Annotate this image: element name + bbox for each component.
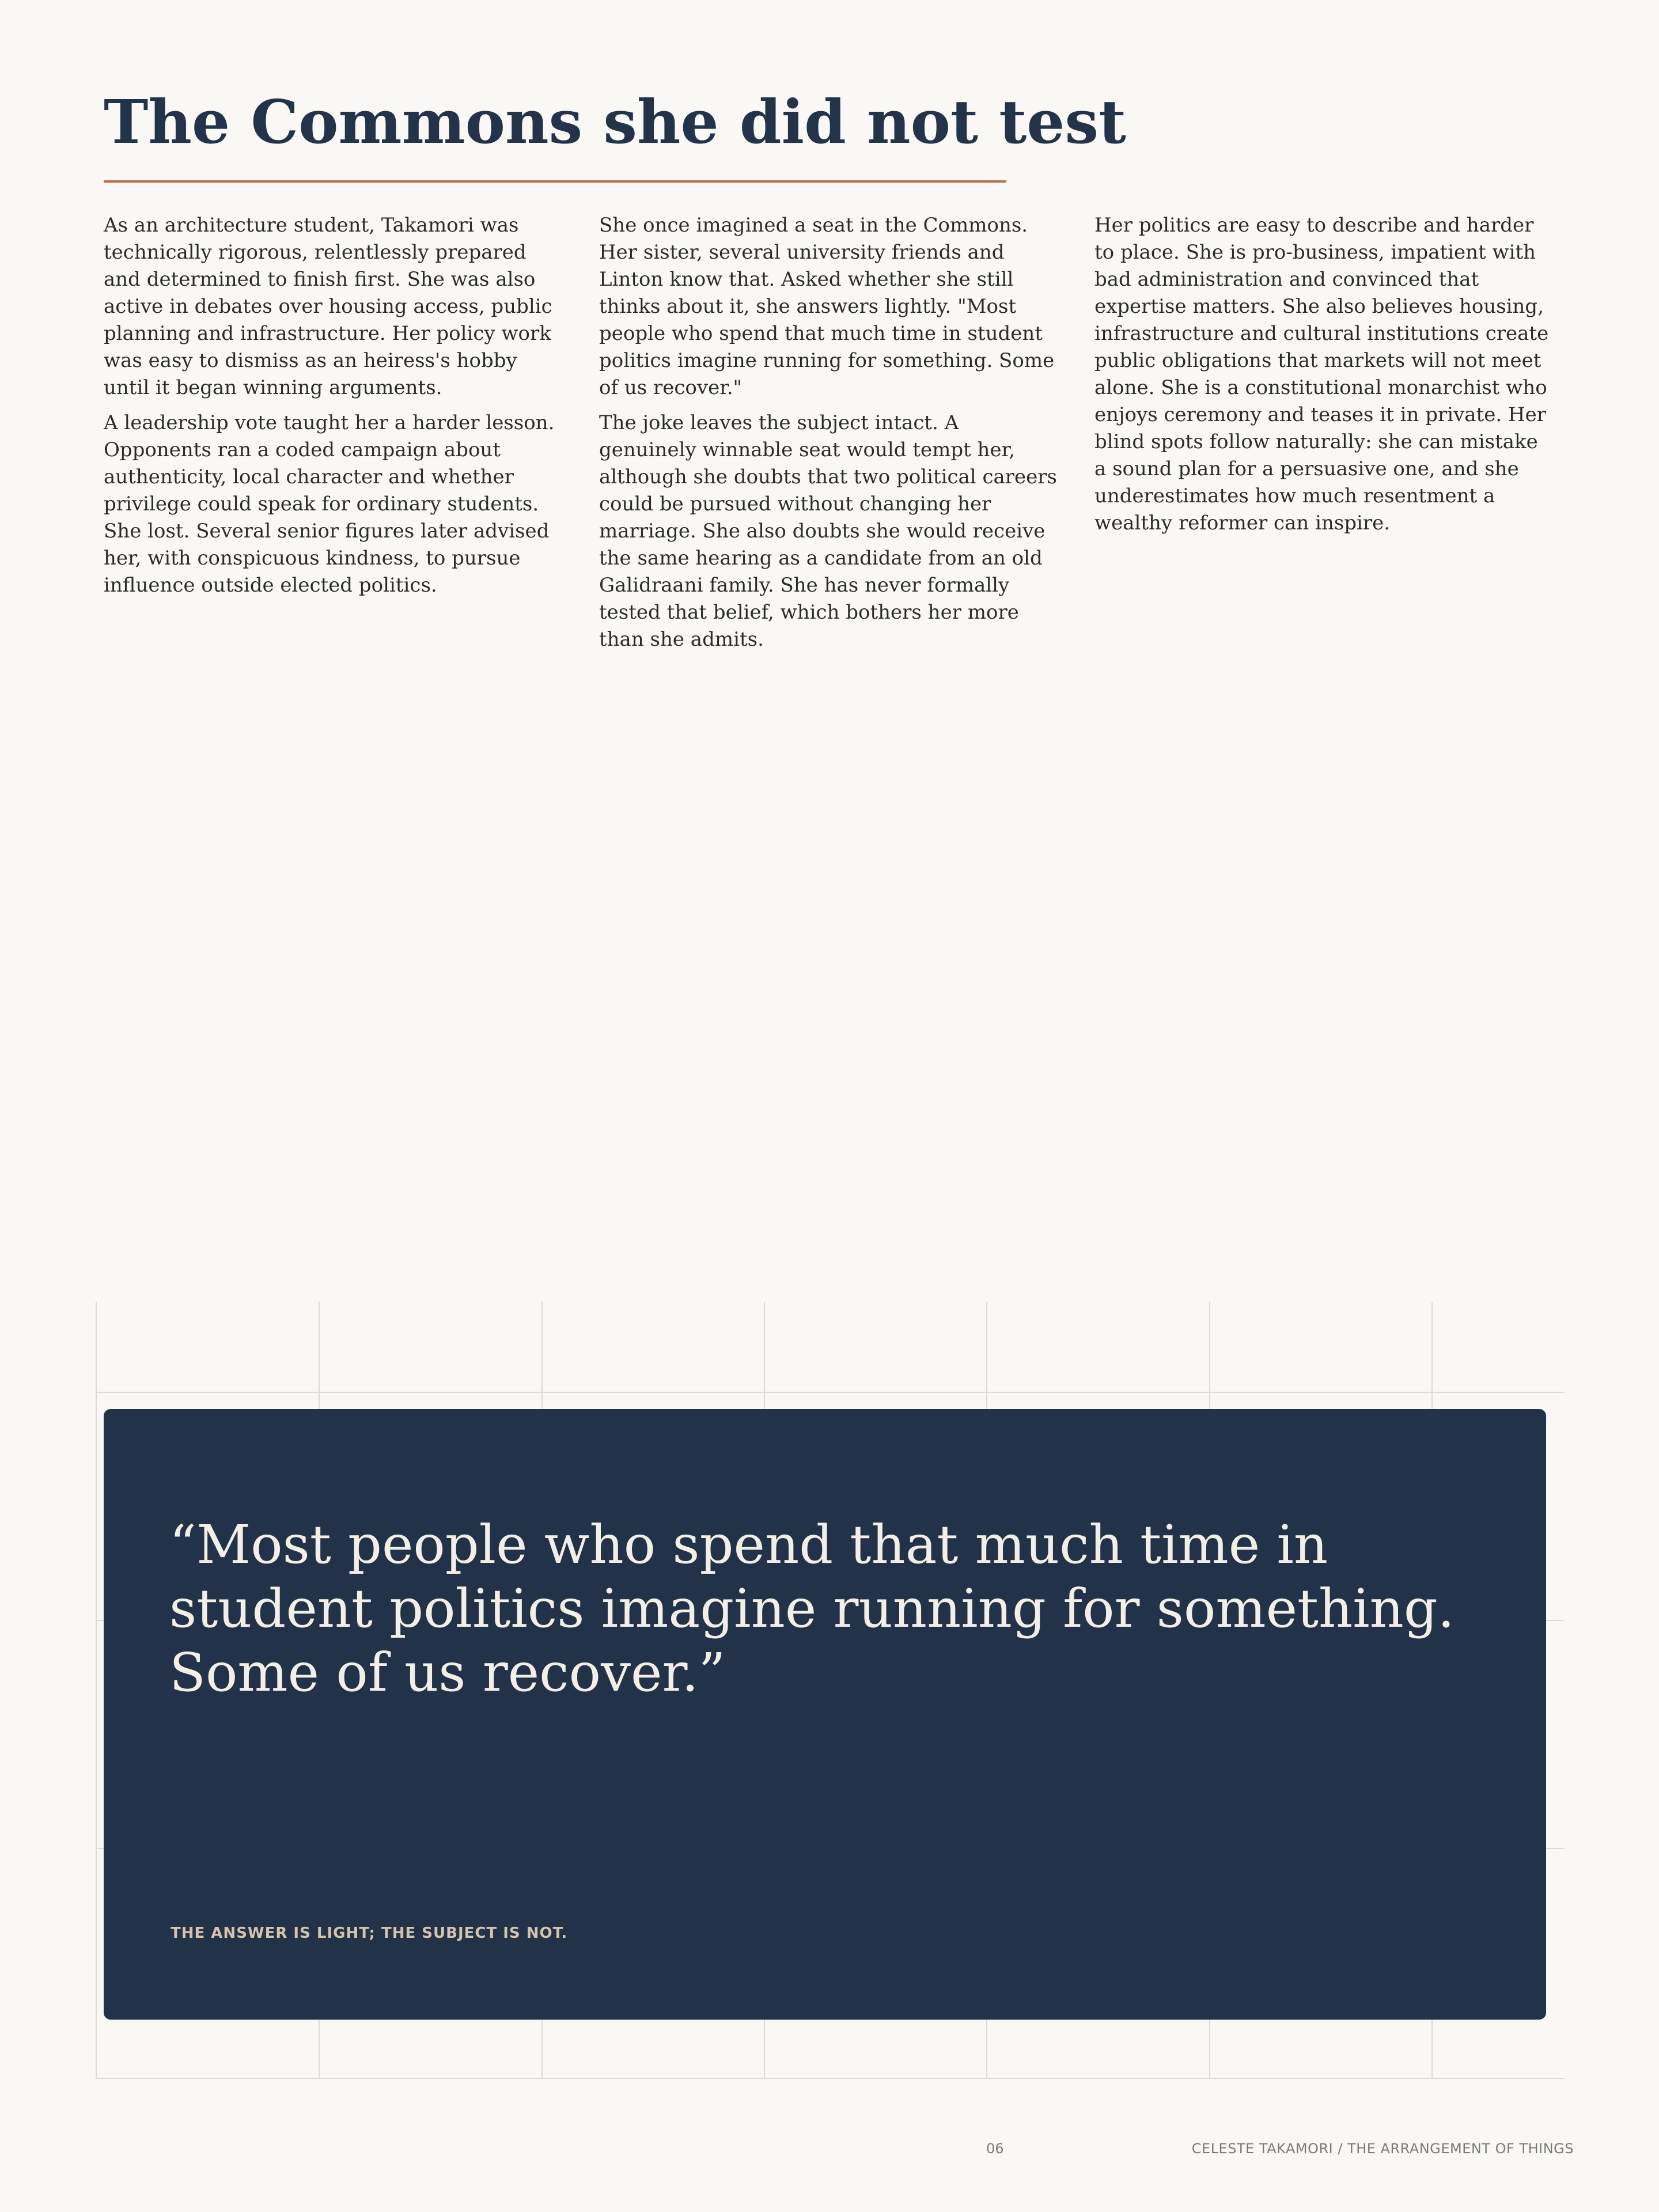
page-title: The Commons she did not test xyxy=(104,86,1127,157)
article-column-2 xyxy=(599,212,1060,661)
body-paragraph: As an architecture student, Takamori was technically rigorous, relentlessly prepared and determined to finish first. She was also active in debates over housing access, public planning and infrastructure. Her policy work was easy to dismiss as an heiress's hobby until it began winning arguments. xyxy=(104,214,552,399)
page-number: 06 xyxy=(986,2141,1004,2157)
grid-line xyxy=(97,1392,1565,1393)
pull-quote-card xyxy=(104,1409,1546,2020)
article-column-1 xyxy=(104,212,565,607)
running-footer-title: CELESTE TAKAMORI / THE ARRANGEMENT OF THINGS xyxy=(1191,2141,1574,2157)
pull-quote-text: “Most people who spend that much time in student politics imagine running for something. Some of us recover.” xyxy=(169,1514,1455,1703)
body-paragraph: She once imagined a seat in the Commons. Her sister, several university friends and Linton know that. Asked whether she still thinks about it, she answers lightly. "Most people who spend that much time in student politics imagine running for something. Some of us recover." xyxy=(599,214,1055,399)
body-paragraph: Her politics are easy to describe and harder to place. She is pro-business, impatient with bad administration and convinced that expertise matters. She also believes housing, infrastructure and cultural institutions create public obligations that markets will not meet alone. She is a constitutional monarchist who enjoys ceremony and teases it in private. Her blind spots follow naturally: she can mistake a sound plan for a persuasive one, and she underestimates how much resentment a wealthy reformer can inspire. xyxy=(1094,214,1549,535)
body-paragraph: A leadership vote taught her a harder lesson. Opponents ran a coded campaign about authenticity, local character and whether privilege could speak for ordinary students. She lost. Several senior figures later advised her, with conspicuous kindness, to pursue influence outside elected politics. xyxy=(104,411,555,597)
article-column-3 xyxy=(1094,212,1555,545)
title-underline-rule xyxy=(104,180,1006,183)
body-paragraph: The joke leaves the subject intact. A genuinely winnable seat would tempt her, although she doubts that two political careers could be pursued without changing her marriage. She also doubts she would receive the same hearing as a candidate from an old Galidraani family. She has never formally tested that belief, which bothers her more than she admits. xyxy=(599,411,1057,651)
pull-quote-caption: THE ANSWER IS LIGHT; THE SUBJECT IS NOT. xyxy=(171,1925,568,1942)
